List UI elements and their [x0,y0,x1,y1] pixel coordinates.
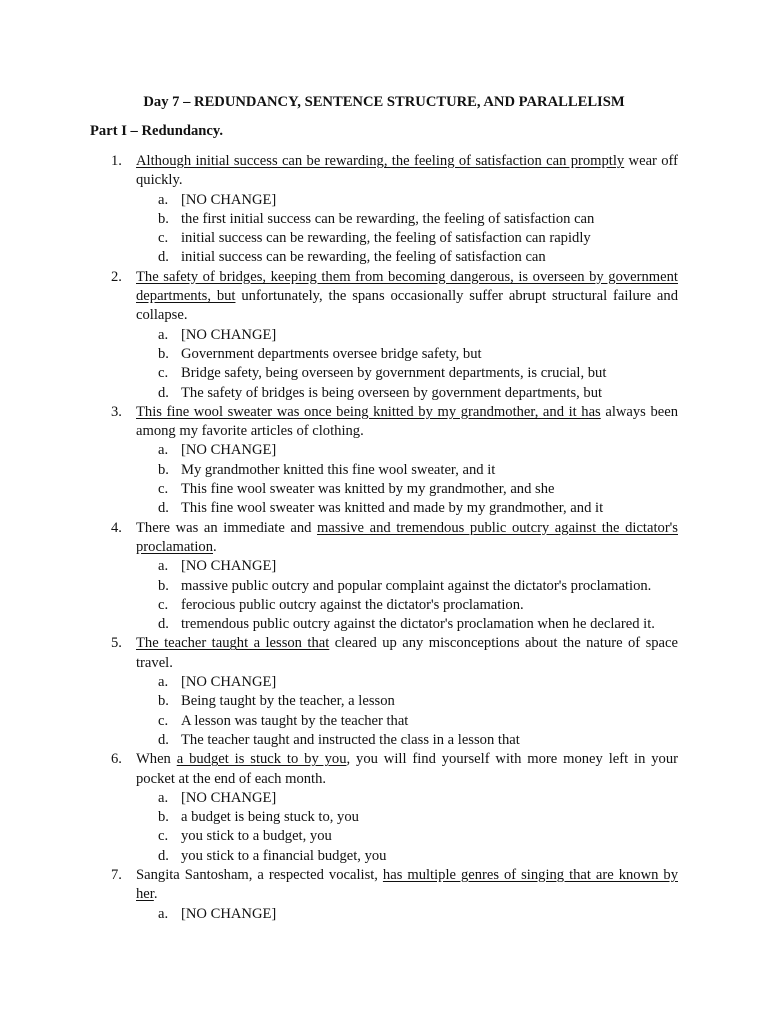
answer-choice [136,480,678,499]
choice-letter: d. [158,500,169,517]
choice-letter: c. [158,481,169,498]
question-number: 3. [111,403,122,420]
choice-text: [NO CHANGE] [181,191,277,208]
choice-letter: d. [158,847,169,864]
choice-text: initial success can be rewarding, the feeling of satisfaction can rapidly [181,230,591,247]
answer-choice [136,596,678,615]
stem-text: . [213,538,217,555]
choice-letter: b. [158,345,169,362]
choice-letter: a. [158,326,169,343]
answer-choice [136,345,678,364]
choice-letter: a. [158,191,169,208]
answer-choices [136,326,678,403]
choice-letter: b. [158,461,169,478]
answer-choice [136,712,678,731]
question-item [90,634,678,750]
choice-text: you stick to a financial budget, you [181,847,387,864]
choice-text: ferocious public outcry against the dictator's proclamation. [181,596,524,613]
choice-text: initial success can be rewarding, the feeling of satisfaction can [181,249,546,266]
question-number: 6. [111,751,122,768]
question-item [90,519,678,635]
stem-text: unfortunately, the spans occasionally suffer abrupt structural failure and collapse. [136,288,678,324]
answer-choices [136,673,678,750]
question-item [90,268,678,403]
question-stem [136,268,678,326]
choice-letter: d. [158,731,169,748]
choice-letter: b. [158,577,169,594]
stem-text: There was an immediate and [136,519,318,536]
question-stem [136,519,678,558]
answer-choice [136,731,678,750]
choice-letter: c. [158,828,169,845]
answer-choice [136,692,678,711]
question-item [90,750,678,866]
choice-text: My grandmother knitted this fine wool sweater, and it [181,461,496,478]
answer-choice [136,364,678,383]
stem-text: cleared up any misconceptions about the nature of space travel. [136,635,678,671]
underlined-phrase: a budget is stuck to by you [176,751,347,768]
choice-letter: d. [158,249,169,266]
choice-text: [NO CHANGE] [181,326,277,343]
choice-letter: a. [158,442,169,459]
underlined-phrase: This fine wool sweater was once being knitted by my grandmother, and it has [136,403,601,420]
stem-text: wear off quickly. [136,153,678,189]
part-heading: Part I – Redundancy. [90,123,223,139]
answer-choice [136,384,678,403]
answer-choice [136,673,678,692]
choice-letter: d. [158,616,169,633]
underlined-phrase: has multiple genres of singing that are known by her [136,866,678,903]
question-stem [136,750,678,789]
answer-choices [136,441,678,518]
question-stem [136,866,678,905]
answer-choices [136,557,678,634]
answer-choice [136,191,678,210]
choice-text: [NO CHANGE] [181,674,277,691]
choice-letter: b. [158,693,169,710]
answer-choice [136,461,678,480]
underlined-phrase: Although initial success can be rewarding, the feeling of satisfaction can promptly [136,153,625,169]
answer-choice [136,847,678,866]
underlined-phrase: massive and tremendous public outcry against the dictator's proclamation [136,519,678,555]
answer-choice [136,789,678,808]
answer-choice [136,905,678,924]
choice-text: A lesson was taught by the teacher that [181,712,409,729]
choice-text: The safety of bridges is being overseen by government departments, but [181,384,603,401]
answer-choice [136,229,678,248]
question-number: 2. [111,268,122,285]
answer-choice [136,326,678,345]
choice-letter: c. [158,712,169,729]
choice-text: massive public outcry and popular complaint against the dictator's proclamation. [181,577,652,594]
choice-letter: c. [158,230,169,247]
choice-text: This fine wool sweater was knitted and made by my grandmother, and it [181,500,604,517]
question-stem [136,403,678,442]
answer-choices [136,905,678,924]
answer-choice [136,248,678,267]
stem-text: always been among my favorite articles of clothing. [136,403,678,440]
choice-text: [NO CHANGE] [181,789,277,806]
underlined-phrase: The teacher taught a lesson that [136,635,330,652]
answer-choices [136,191,678,268]
answer-choice [136,827,678,846]
choice-letter: a. [158,905,169,922]
choice-letter: a. [158,558,169,575]
choice-text: Being taught by the teacher, a lesson [181,693,395,710]
choice-text: Government departments oversee bridge safety, but [181,345,482,362]
choice-text: the first initial success can be rewarding, the feeling of satisfaction can [181,210,595,227]
answer-choice [136,808,678,827]
question-stem [136,152,678,191]
stem-text: . [153,886,158,903]
stem-text: When [136,751,177,768]
answer-choice [136,557,678,576]
choice-letter: c. [158,596,169,613]
choice-text: [NO CHANGE] [181,558,277,575]
choice-text: tremendous public outcry against the dictator's proclamation when he declared it. [181,616,655,633]
question-list [90,152,678,924]
choice-text: Bridge safety, being overseen by government departments, is crucial, but [181,365,607,382]
answer-choice [136,615,678,634]
question-number: 5. [111,635,122,652]
answer-choices [136,789,678,866]
choice-letter: a. [158,789,169,806]
stem-text: , you will find yourself with more money left in your pocket at the end of each month. [136,751,678,787]
question-stem [136,634,678,673]
underlined-phrase: The safety of bridges, keeping them from becoming dangerous, is overseen by government departments, but [136,268,678,305]
choice-letter: b. [158,210,169,227]
document-title: Day 7 – REDUNDANCY, SENTENCE STRUCTURE, AND PARALLELISM [143,94,625,110]
choice-text: a budget is being stuck to, you [181,809,359,826]
question-number: 1. [111,153,122,169]
answer-choice [136,210,678,229]
question-item [90,403,678,519]
choice-letter: c. [158,365,169,382]
choice-text: [NO CHANGE] [181,442,277,459]
choice-text: [NO CHANGE] [181,905,277,922]
choice-letter: d. [158,384,169,401]
answer-choice [136,499,678,518]
choice-letter: b. [158,809,169,826]
answer-choice [136,577,678,596]
choice-text: The teacher taught and instructed the class in a lesson that [181,731,520,748]
question-number: 7. [111,866,122,883]
stem-text: Sangita Santosham, a respected vocalist, [136,866,383,883]
question-number: 4. [111,519,122,536]
choice-letter: a. [158,674,169,691]
question-item [90,866,678,924]
choice-text: you stick to a budget, you [181,828,332,845]
question-item [90,152,678,268]
answer-choice [136,441,678,460]
choice-text: This fine wool sweater was knitted by my grandmother, and she [181,481,555,498]
